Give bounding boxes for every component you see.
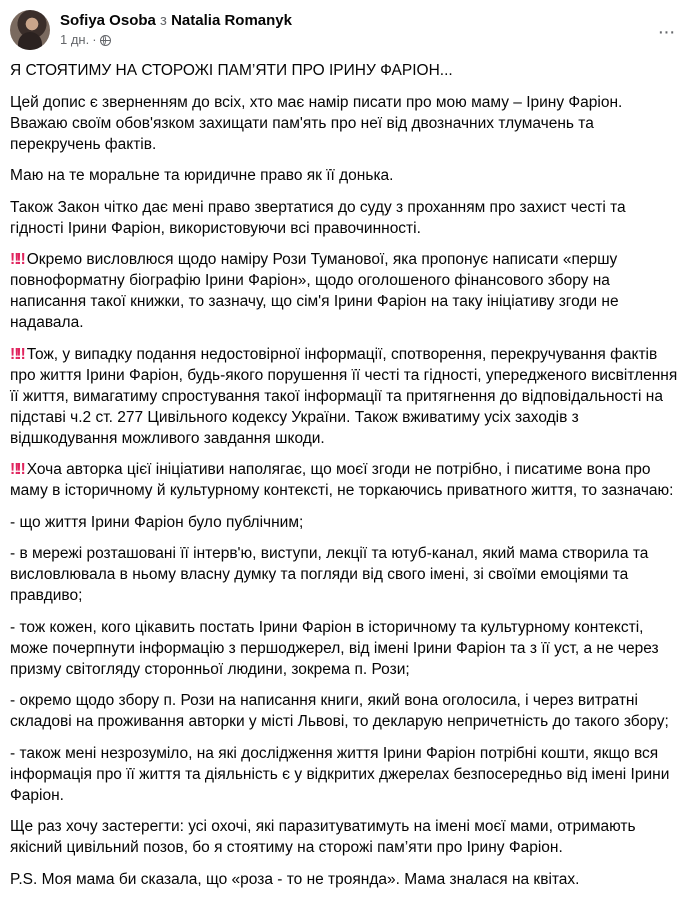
post-meta [60, 32, 111, 48]
paragraph-text: Хоча авторка цієї ініціативи наполягає, що моєї згоди не потрібно, і писатиме вона про маму в історичному й культурному контексті, не торкаючись приватного життя, то зазначаю: [10, 461, 674, 499]
post-postscript: P.S. Моя мама би сказала, що «роза - то не троянда». Мама зналася на квітах. [10, 870, 580, 888]
list-item: - тож кожен, кого цікавить постать Ірини Фаріон в історичному та культурному контексті, може почерпнути інформацію з першоджерел, від імені Ірини Фаріон та з її уст, а не через призму світогляду сторонньої людини, зокрема п. Рози; [10, 618, 659, 678]
more-horizontal-icon: ··· [657, 21, 675, 43]
double-exclamation-icon: ‼‼ [10, 251, 23, 268]
avatar[interactable] [10, 10, 50, 50]
list-item: - також мені незрозуміло, на які дослідження життя Ірини Фаріон потрібні кошти, якщо вся інформація про її життя та діяльність є у відкритих джерелах безпосередньо від імені Ірини Фаріон. [10, 744, 670, 804]
post-paragraph [10, 344, 680, 449]
globe-icon[interactable] [100, 35, 111, 46]
double-exclamation-icon: ‼‼ [10, 461, 23, 478]
post-paragraph [10, 249, 680, 333]
post-paragraph: Також Закон чітко дає мені право звертатися до суду з проханням про захист честі та гідності Ірини Фаріон, використовуючи всі правочинності. [10, 198, 626, 237]
tagged-name-link[interactable]: Natalia Romanyk [171, 12, 292, 29]
with-label: з [160, 12, 167, 29]
post-body [10, 60, 680, 900]
list-item: - в мережі розташовані її інтерв'ю, виступи, лекції та ютуб-канал, який мама створила та висловлювала в ньому власну думку та погляди від свого імені, зі своїми емоціями та правдиво; [10, 545, 649, 604]
post-paragraph: Маю на те моральне та юридичне право як її донька. [10, 167, 394, 184]
author-name-link[interactable]: Sofiya Osoba [60, 12, 156, 29]
paragraph-text: Окремо висловлюся щодо наміру Рози Туманової, яка пропонує написати «першу повноформатну біографію Ірини Фаріон», щодо оголошеного фінансового збору на написання такої книжки, то зазначу, що сім'я Ірини Фаріон на таку ініціативу згоди не надавала. [10, 251, 619, 331]
post-authors [60, 12, 292, 30]
double-exclamation-icon: ‼‼ [10, 345, 23, 363]
paragraph-text: Тож, у випадку подання недостовірної інформації, спотворення, перекручування фактів про життя Ірини Фаріон, будь-якого порушення її честі та гідності, упередженого висвітлення її життя, вимагатиму спростування такої інформації та притягнення до відповідальності на підставі ч.2 ст. 277 Цивільного кодексу України. Також вживатиму усіх заходів з відшкодування можливого завдання шкоди. [10, 345, 678, 447]
meta-separator: · [92, 32, 97, 47]
list-item: - що життя Ірини Фаріон було публічним; [10, 513, 304, 531]
post-timestamp[interactable]: 1 дн. [60, 32, 90, 47]
post-paragraph: Цей допис є зверненням до всіх, хто має намір писати про мою маму – Ірину Фаріон. Вважаю своїм обов'язком захищати пам'ять про неї від двозначних тлумачень та перекручень фактів. [10, 93, 623, 153]
post-header [10, 10, 690, 50]
post-paragraph: Ще раз хочу застерегти: усі охочі, які паразитуватимуть на імені моєї мами, отримають якісний цивільний позов, бо я стоятиму на сторожі пам’яти про Ірину Фаріон. [10, 818, 636, 856]
more-options-button[interactable] [652, 18, 680, 46]
post-title: Я СТОЯТИМУ НА СТОРОЖІ ПАМ’ЯТИ ПРО ІРИНУ ФАРІОН... [10, 62, 453, 79]
list-item: - окремо щодо збору п. Рози на написання книги, який вона оголосила, і через витратні складові на проживання авторки у місті Львові, то декларую непричетність до такого збору; [10, 692, 669, 730]
post-paragraph [10, 459, 680, 501]
